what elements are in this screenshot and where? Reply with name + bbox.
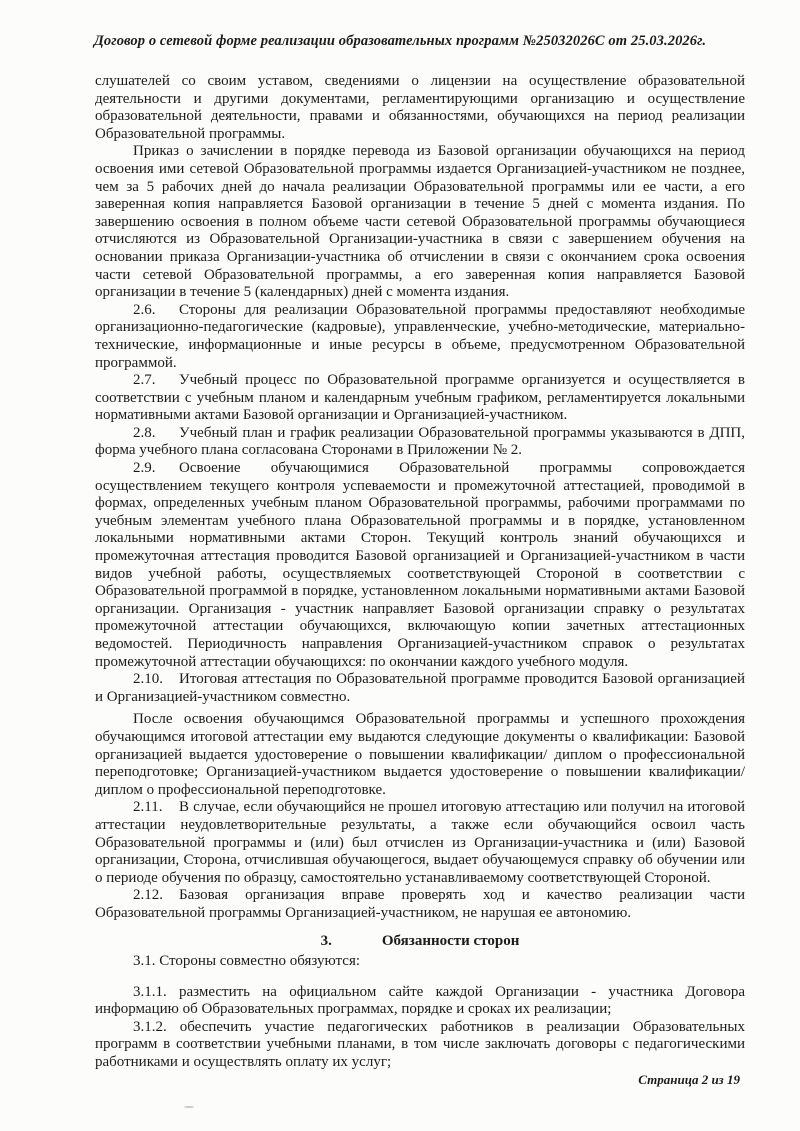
clause-number: 2.10. bbox=[133, 671, 163, 688]
paragraph: 3.1. Стороны совместно обязуются: bbox=[133, 953, 361, 970]
paragraph: 3.1.2. обеспечить участие педагогических работников в реализации Образовательных программ в соответствии учебными планами, в том числе заключать договоры с педагогическими работниками и осуществлять оплату их услуг; bbox=[95, 1018, 745, 1071]
paragraph: слушателей со своим уставом, сведениями о лицензии на осуществление образовательной деятельности и другими документами, регламентирующими организацию и осуществление образовательной деятельности, правами и обязанностями, обучающихся на период реализации Образовательной программы. bbox=[95, 73, 745, 142]
document-header: Договор о сетевой форме реализации образовательных программ №25032026С от 25.03.2026г. bbox=[93, 33, 707, 49]
scan-artifact bbox=[184, 1106, 194, 1108]
clause-number: 2.7. bbox=[133, 372, 156, 389]
paragraph: 2.12. Базовая организация вправе проверять ход и качество реализации части Образовательной программы Организацией-участником, не нарушая ее автономию. bbox=[95, 887, 745, 921]
paragraph: 2.9. Освоение обучающимися Образовательной программы сопровождается осуществлением текущего контроля успеваемости и промежуточной аттестацией, проводимой в формах, определенных учебным планом Образовательной программы, рабочими программами по учебным элементам учебного плана Образовательной программы и в порядке, установленном локальными нормативными актами Сторон. Текущий контроль знаний обучающихся и промежуточная аттестация проводится Базовой организацией и Организацией-участником в части видов учебной работы, осуществляемых соответствующей Стороной в соответствии с Образовательной программой в порядке, установленном локальными нормативными актами Базовой организации. Организация - участник направляет Базовой организации справку о результатах промежуточной аттестации обучающихся, включающую копии зачетных аттестационных ведомостей. Периодичность направления Организацией-участником справок о результатах промежуточной аттестации обучающихся: по окончании каждого учебного модуля. bbox=[95, 460, 745, 670]
paragraph: 2.7. Учебный процесс по Образовательной программе организуется и осуществляется в соответствии с учебным планом и календарным учебным графиком, регламентируется локальными нормативными актами Базовой организации и Организацией-участником. bbox=[95, 372, 745, 424]
section-heading: 3. Обязанности сторон bbox=[320, 932, 520, 949]
paragraph: 2.6. Стороны для реализации Образовательной программы предоставляют необходимые организационно-педагогические (кадровые), управленческие, учебно-методические, материально-технические, информационные и иные ресурсы в объеме, предусмотренном Образовательной программой. bbox=[95, 301, 745, 371]
paragraph: 2.11. В случае, если обучающийся не прошел итоговую аттестацию или получил на итоговой аттестации неудовлетворительные результаты, а также если обучающийся освоил часть Образовательной программы и (или) был отчислен из Организации-участника и (или) Базовой организации, Сторона, отчислившая обучающегося, выдает обучающемуся справку об обучении или о периоде обучения по образцу, самостоятельно устанавливаемому соответствующей Стороной. bbox=[95, 799, 745, 886]
paragraph: 2.10. Итоговая аттестация по Образовательной программе проводится Базовой организацией и Организацией-участником совместно. bbox=[95, 671, 745, 705]
paragraph: 2.8. Учебный план и график реализации Образовательной программы указываются в ДПП, форма учебного плана согласована Сторонами в Приложении № 2. bbox=[95, 424, 745, 459]
clause-number: 2.6. bbox=[133, 301, 156, 318]
clause-number: 3. bbox=[320, 932, 332, 949]
clause-number: 2.12. bbox=[133, 887, 163, 904]
paragraph: После освоения обучающимся Образовательной программы и успешного прохождения обучающимся итоговой аттестации ему выдаются следующие документы о квалификации: Базовой организацией выдается удостоверение о повышении квалификации/ диплом о профессиональной переподготовке; Организацией-участником выдается удостоверение о повышении квалификации/ диплом о профессиональной переподготовке. bbox=[95, 711, 745, 798]
paragraph: Приказ о зачислении в порядке перевода из Базовой организации обучающихся на период освоения ими сетевой Образовательной программы издается Организацией-участником не позднее, чем за 5 рабочих дней до начала реализации Образовательной программы или ее части, а его заверенная копия направляется Базовой организации в течение 5 дней с момента издания. По завершению освоения в полном объеме части сетевой Образовательной программы обучающиеся отчисляются из Образовательной Организации-участника в связи с завершением обучения на основании приказа Организации-участника об отчислении в связи с окончанием срока освоения части сетевой Образовательной программы, а его заверенная копия направляется Базовой организации в течение 5 (календарных) дней с момента издания. bbox=[95, 143, 745, 301]
clause-number: 2.8. bbox=[133, 424, 156, 441]
page-footer: Страница 2 из 19 bbox=[638, 1072, 740, 1087]
document-body bbox=[95, 73, 745, 1072]
clause-number: 2.11. bbox=[133, 799, 163, 816]
paragraph: 3.1.1. разместить на официальном сайте каждой Организации - участника Договора информацию об Образовательных программах, порядке и сроках их реализации; bbox=[95, 983, 745, 1018]
clause-number: 2.9. bbox=[133, 460, 156, 477]
